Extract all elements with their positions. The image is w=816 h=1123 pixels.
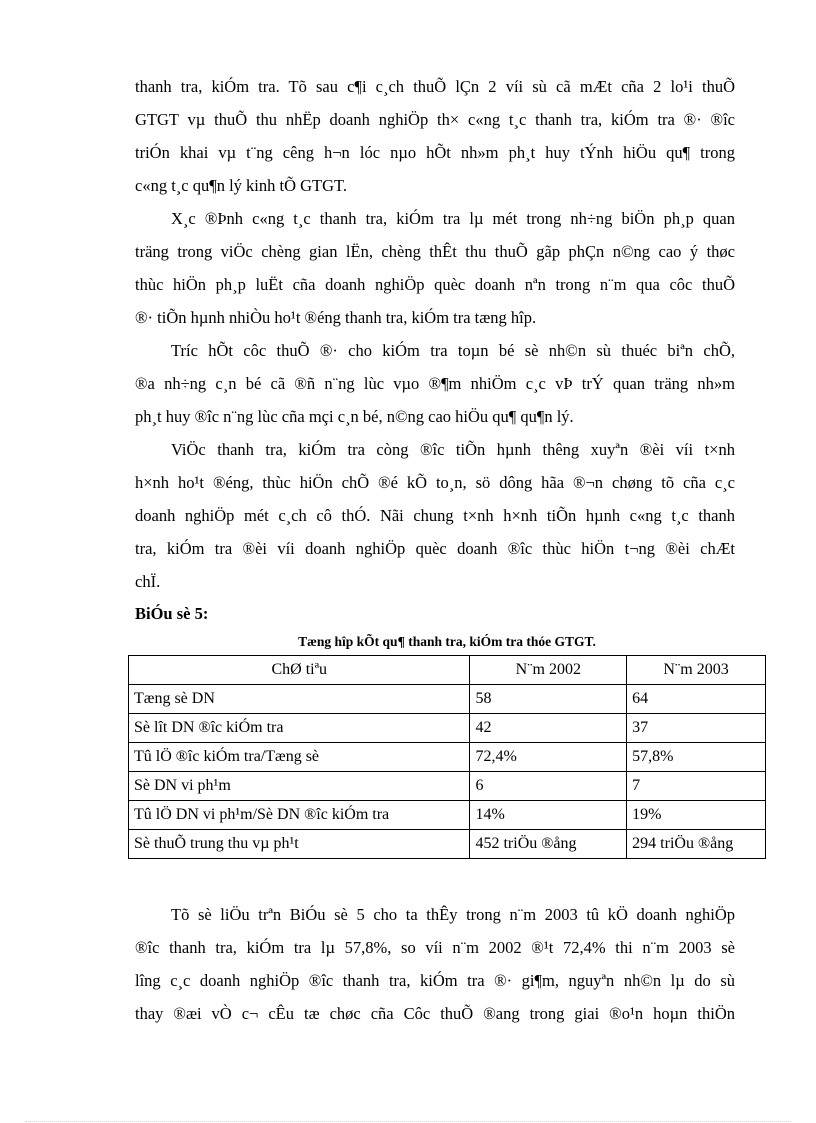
text-line: thùc hiÖn ph¸p luËt cña doanh nghiÖp quèc doanh nªn trong n¨m qua côc thuÕ <box>135 275 735 294</box>
text-line: tra, kiÓm tra ®èi víi doanh nghiÖp quèc doanh ®îc thùc hiÖn t¬ng ®èi chÆt <box>135 539 735 558</box>
page-bottom-rule <box>25 1121 791 1122</box>
paragraph-4 <box>135 433 735 598</box>
text-line: lîng c¸c doanh nghiÖp ®îc thanh tra, kiÓm tra ®· gi¶m, nguyªn nh©n lµ do sù <box>135 971 735 990</box>
column-header: ChØ tiªu <box>129 656 470 685</box>
table-row <box>129 714 766 743</box>
table-cell: 58 <box>470 685 627 714</box>
text-line: ®· tiÕn hµnh nhiÒu ho¹t ®éng thanh tra, kiÓm tra tæng hîp. <box>135 308 537 327</box>
text-line: X¸c ®Þnh c«ng t¸c thanh tra, kiÓm tra lµ mét trong nh÷ng biÖn ph¸p quan <box>171 209 735 228</box>
table-cell: 42 <box>470 714 627 743</box>
table-cell: Sè lît DN ®îc kiÓm tra <box>129 714 470 743</box>
text-line: h×nh ho¹t ®éng, thùc hiÖn chÕ ®é kÕ to¸n, sö dông hãa ®¬n chøng tõ cña c¸c <box>135 473 735 492</box>
table-row <box>129 830 766 859</box>
table-header-row <box>129 656 766 685</box>
table-row <box>129 772 766 801</box>
text-line: träng trong viÖc chèng gian lËn, chèng thÊt thu thuÕ gãp phÇn n©ng cao ý thøc <box>135 242 735 261</box>
column-header: N¨m 2003 <box>627 656 766 685</box>
table-cell: 37 <box>627 714 766 743</box>
table-cell: Tû lÖ ®îc kiÓm tra/Tæng sè <box>129 743 470 772</box>
table-cell: 294 triÖu ®ång <box>627 830 766 859</box>
table-cell: Tæng sè DN <box>129 685 470 714</box>
table-cell: 452 triÖu ®ång <box>470 830 627 859</box>
table-cell: 19% <box>627 801 766 830</box>
text-line: thay ®æi vÒ c¬ cÊu tæ chøc cña Côc thuÕ ®ang trong giai ®o¹n hoµn thiÖn <box>135 1004 735 1023</box>
table-row <box>129 685 766 714</box>
paragraph-1 <box>135 70 735 202</box>
paragraph-3 <box>135 334 735 433</box>
table-cell: Tû lÖ DN vi ph¹m/Sè DN ®îc kiÓm tra <box>129 801 470 830</box>
table-cell: 57,8% <box>627 743 766 772</box>
table-caption: Tæng hîp kÕt qu¶ thanh tra, kiÓm tra thóe GTGT. <box>298 634 596 649</box>
text-line: GTGT vµ thuÕ thu nhËp doanh nghiÖp th× c«ng t¸c thanh tra, kiÓm tra ®· ®îc <box>135 110 735 129</box>
text-line: thanh tra, kiÓm tra. Tõ sau c¶i c¸ch thuÕ lÇn 2 víi sù cã mÆt cña 2 lo¹i thuÕ <box>135 77 735 96</box>
paragraph-2 <box>135 202 735 334</box>
table-cell: 7 <box>627 772 766 801</box>
table-cell: Sè thuÕ trung thu vµ ph¹t <box>129 830 470 859</box>
text-line: ViÖc thanh tra, kiÓm tra còng ®îc tiÕn hµnh thêng xuyªn ®èi víi t×nh <box>171 440 735 459</box>
table-cell: 14% <box>470 801 627 830</box>
text-line: c«ng t¸c qu¶n lý kinh tÕ GTGT. <box>135 176 348 195</box>
table-cell: 64 <box>627 685 766 714</box>
text-line: triÓn khai vµ t¨ng cêng h¬n lóc nµo hÕt nh»m ph¸t huy tÝnh hiÖu qu¶ trong <box>135 143 735 162</box>
text-line: ®a nh÷ng c¸n bé cã ®ñ n¨ng lùc vµo ®¶m nhiÖm c¸c vÞ trÝ quan träng nh»m <box>135 374 735 393</box>
table-cell: Sè DN vi ph¹m <box>129 772 470 801</box>
table-row <box>129 743 766 772</box>
table-cell: 72,4% <box>470 743 627 772</box>
text-line: Tríc hÕt côc thuÕ ®· cho kiÓm tra toµn bé sè nh©n sù thuéc biªn chÕ, <box>171 341 735 360</box>
results-table <box>128 655 766 859</box>
table-heading: BiÓu sè 5: <box>135 604 209 623</box>
text-line: chÏ. <box>135 572 161 591</box>
text-line: Tõ sè liÖu trªn BiÓu sè 5 cho ta thÊy trong n¨m 2003 tû kÖ doanh nghiÖp <box>171 905 735 924</box>
text-line: ph¸t huy ®îc n¨ng lùc cña mçi c¸n bé, n©ng cao hiÖu qu¶ qu¶n lý. <box>135 407 574 426</box>
table-row <box>129 801 766 830</box>
table-cell: 6 <box>470 772 627 801</box>
column-header: N¨m 2002 <box>470 656 627 685</box>
paragraph-5 <box>135 898 735 1030</box>
text-line: doanh nghiÖp mét c¸ch cô thÓ. Nãi chung t×nh h×nh tiÕn hµnh c«ng t¸c thanh <box>135 506 735 525</box>
text-line: ®îc thanh tra, kiÓm tra lµ 57,8%, so víi n¨m 2002 ®¹t 72,4% thi n¨m 2003 sè <box>135 938 735 957</box>
